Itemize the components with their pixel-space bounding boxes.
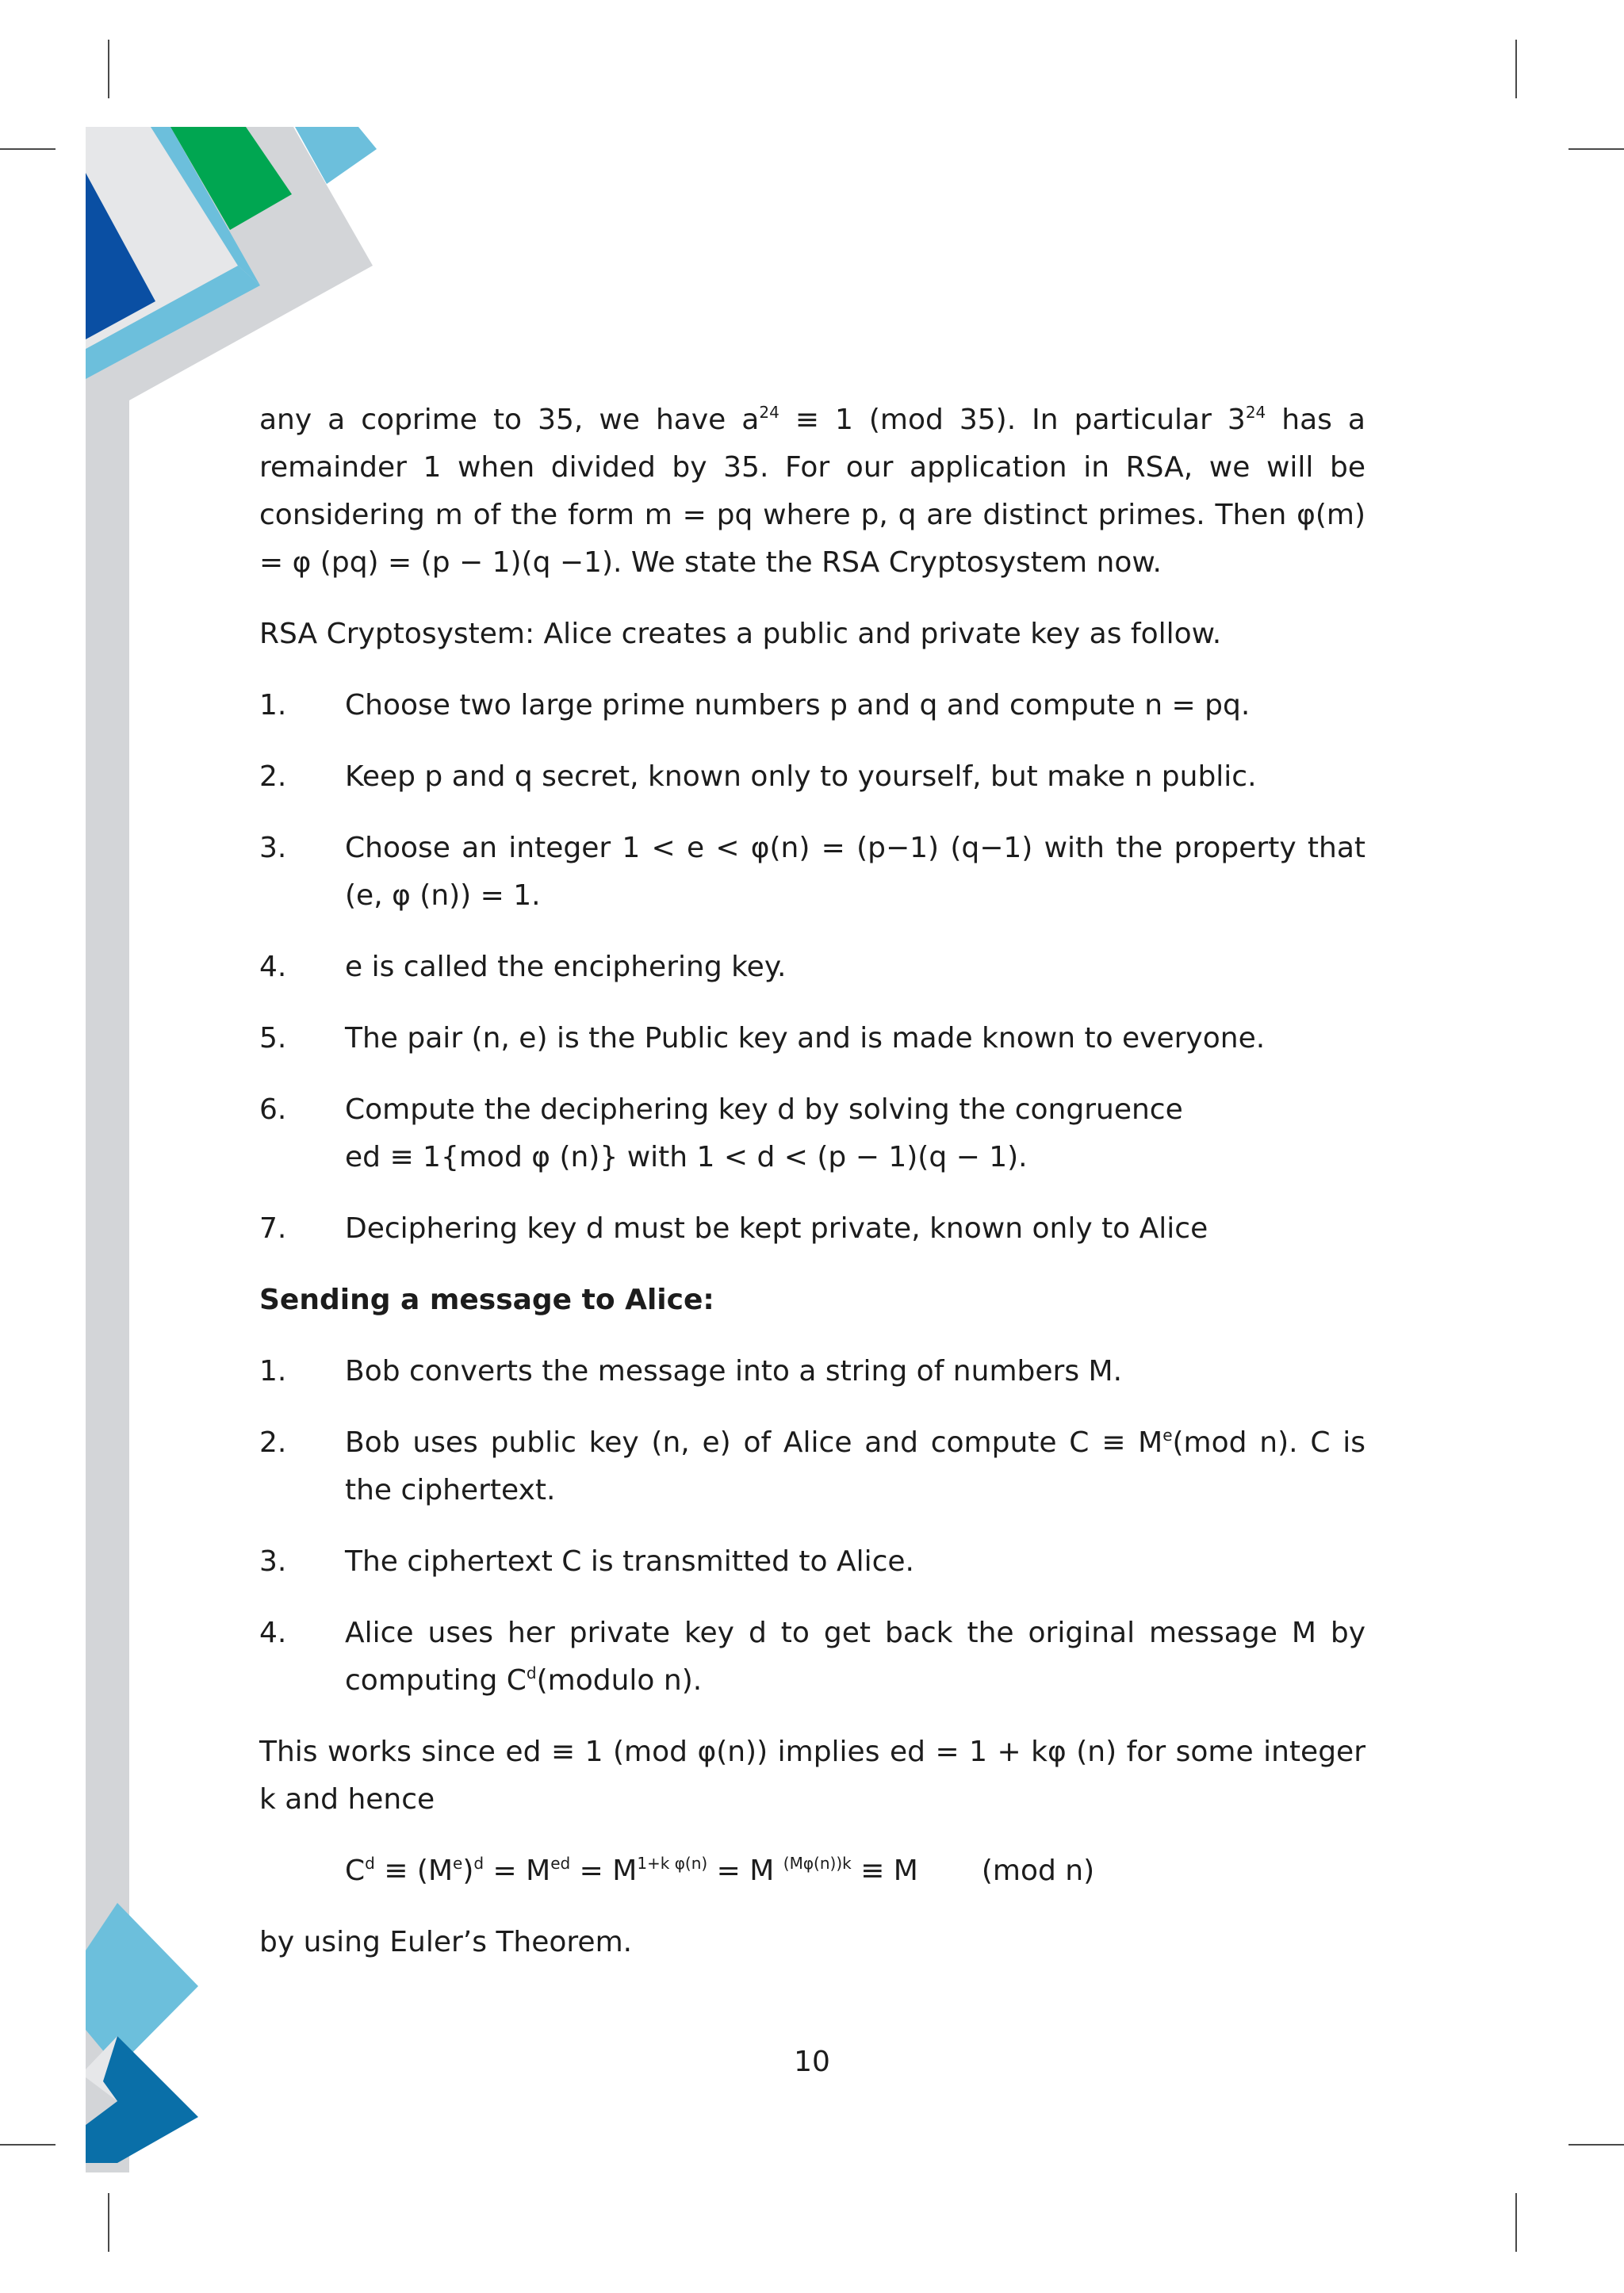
exponent: ed [550, 1854, 571, 1873]
item-text [345, 1419, 1365, 1514]
item-number: 1. [259, 689, 287, 722]
item-text-line: ed ≡ 1{mod φ (n)} with 1 < d < (p − 1)(q − 1). [345, 1141, 1028, 1173]
item-text: Deciphering key d must be kept private, known only to Alice [345, 1212, 1208, 1245]
item-number: 3. [259, 1545, 287, 1578]
item-number: 2. [259, 1426, 287, 1459]
item-text: The pair (n, e) is the Public key and is made known to everyone. [345, 1022, 1266, 1055]
exponent: d [365, 1854, 375, 1873]
item-text [345, 1086, 1365, 1181]
crop-mark [108, 2193, 109, 2252]
works-since-paragraph: This works since ed ≡ 1 (mod φ(n)) implies ed = 1 + kφ (n) for some integer k and hence [259, 1736, 1365, 1816]
exponent: 24 [1245, 403, 1266, 422]
item-text-part: (mod n). C is the ciphertext. [345, 1426, 1365, 1506]
intro-text: has a remainder 1 when divided by 35. For our application in RSA, we will be considering m of the form m = pq where p, q are distinct primes. Then φ(m) = φ (pq) = (p − 1)(q −1). We state the RSA Cryptosystem now. [259, 404, 1365, 579]
section-heading: Sending a message to Alice: [259, 1284, 714, 1316]
item-number: 6. [259, 1093, 287, 1126]
crop-mark [1515, 40, 1517, 98]
item-text: The ciphertext C is transmitted to Alice. [345, 1545, 914, 1578]
exponent: e [1162, 1426, 1173, 1445]
item-text-line: Compute the deciphering key d by solving the congruence [345, 1093, 1183, 1126]
crop-mark [1568, 148, 1624, 150]
item-text: Bob converts the message into a string of numbers M. [345, 1355, 1123, 1388]
equation-part: = M [570, 1855, 638, 1887]
equation [259, 1847, 1365, 1895]
rsa-intro: RSA Cryptosystem: Alice creates a public and private key as follow. [259, 618, 1222, 650]
list-item [259, 1610, 1365, 1705]
item-number: 4. [259, 1617, 287, 1649]
intro-paragraph [259, 396, 1365, 587]
equation-part: = M [484, 1855, 551, 1887]
item-number: 2. [259, 760, 287, 793]
equation-part: ≡ M [851, 1855, 918, 1887]
crop-mark [1568, 2144, 1624, 2146]
list-item [259, 1538, 1365, 1586]
list-item [259, 1348, 1365, 1395]
item-text: Keep p and q secret, known only to yourself, but make n public. [345, 760, 1257, 793]
item-number: 5. [259, 1022, 287, 1055]
item-number: 3. [259, 832, 287, 864]
intro-text: any a coprime to 35, we have a [259, 404, 760, 436]
item-text-part: (modulo n). [536, 1664, 703, 1697]
equation-part: C [345, 1855, 366, 1887]
list-item [259, 1419, 1365, 1514]
exponent: 1+k φ(n) [637, 1854, 708, 1873]
equation-part: ) [462, 1855, 474, 1887]
item-text: Choose two large prime numbers p and q and compute n = pq. [345, 689, 1251, 722]
item-text-part: Alice uses her private key d to get back the original message M by computing C [345, 1617, 1365, 1697]
item-text [345, 1610, 1365, 1705]
bottom-left-decoration [0, 0, 238, 2180]
item-text: e is called the enciphering key. [345, 951, 787, 983]
list-item [259, 753, 1365, 801]
item-number: 7. [259, 1212, 287, 1245]
equation-modulus: (mod n) [981, 1855, 1095, 1887]
list-item [259, 944, 1365, 991]
exponent: e [453, 1854, 463, 1873]
list-item [259, 1015, 1365, 1062]
item-number: 4. [259, 951, 287, 983]
exponent: d [526, 1663, 537, 1682]
equation-part: = M [707, 1855, 783, 1887]
conclusion: by using Euler’s Theorem. [259, 1926, 633, 1958]
intro-text: ≡ 1 (mod 35). In particular 3 [779, 404, 1246, 436]
page-content [259, 396, 1365, 1966]
exponent: (Mφ(n))k [783, 1854, 852, 1873]
list-item [259, 1086, 1365, 1181]
exponent: d [473, 1854, 485, 1873]
page-number: 10 [794, 2046, 830, 2078]
crop-mark [1515, 2193, 1517, 2252]
list-item [259, 825, 1365, 920]
equation-part: ≡ (M [374, 1855, 453, 1887]
list-item [259, 682, 1365, 729]
item-text-part: Bob uses public key (n, e) of Alice and compute C ≡ M [345, 1426, 1163, 1459]
exponent: 24 [759, 403, 779, 422]
list-item [259, 1205, 1365, 1253]
item-number: 1. [259, 1355, 287, 1388]
item-text: Choose an integer 1 < e < φ(n) = (p−1) (q−1) with the property that (e, φ (n)) = 1. [345, 832, 1365, 912]
